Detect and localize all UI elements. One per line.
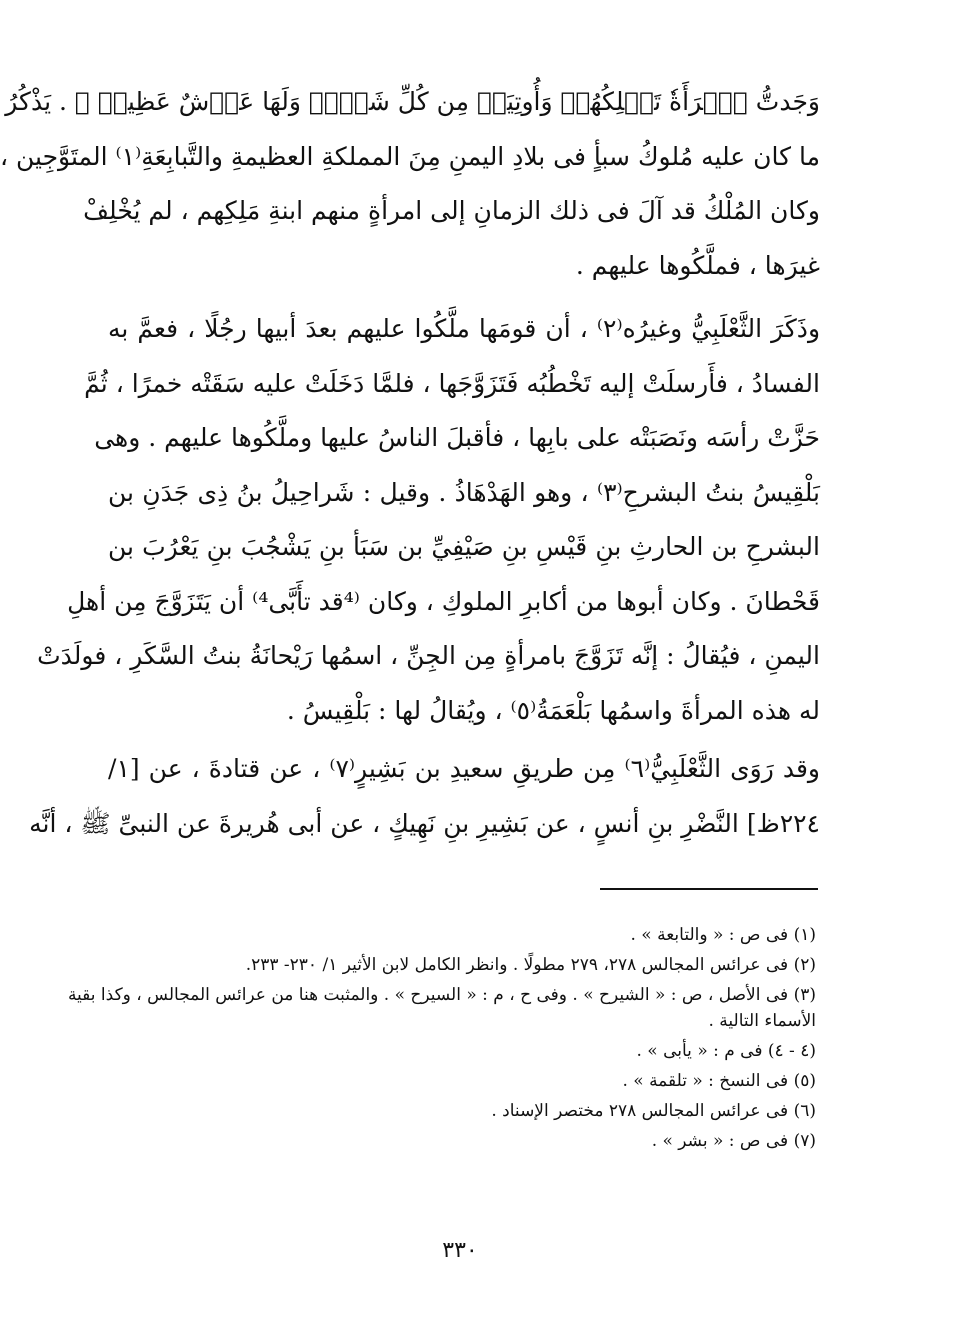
footnote-divider [600, 888, 818, 890]
text-line: الفسادُ ، فأَرسلَتْ إليه تَخْطُبُه فَتَزَوَّجَها ، فلمَّا دَخَلَتْ عليه سَقَتْه خمرًا ، ثُمَّ [84, 368, 820, 398]
paragraph-2 [37, 302, 821, 738]
text-line: وقد رَوَى الثَّعْلَبِيُّ⁽٦⁾ مِن طريقِ سعيدِ بن بَشِيرٍ⁽٧⁾ ، عن قتادةَ ، عن [١/ [108, 754, 821, 783]
footnote: (٥) فى النسخ : « تلقمة » . [622, 1071, 816, 1091]
footnote: (٢) فى عرائس المجالس ٢٧٨، ٢٧٩ مطولًا . وانظر الكامل لابن الأثير ١/ ٢٣٠- ٢٣٣. [245, 955, 816, 975]
text-line: حَزَّتْ رأسَه ونَصَبَتْه على بابِها ، فأقبلَ الناسُ عليها وملَّكُوها عليهم . وهى [94, 423, 820, 452]
text-line: اليمنِ ، فيُقالُ : إنَّه تَزَوَّجَ بامرأةٍ مِن الجِنِّ ، اسمُها رَيْحانَةُ بنتُ السَّكَرِ ، فولَدَتْ [37, 641, 820, 670]
footnote-continuation: الأسماء التالية . [708, 1011, 816, 1031]
footnotes [67, 922, 816, 1154]
text-line: البشرحِ بن الحارثِ بنِ قَيْسِ بنِ صَيْفِيِّ بن سَبَأ بنِ يَشْجُبَ بنِ يَعْرُبَ بن [108, 532, 820, 561]
page-number: ٣٣٠ [442, 1238, 478, 1263]
text-line: له هذه المرأةَ واسمُها بَلْعَمَةُ⁽٥⁾ ، ويُقالُ لها : بَلْقِيسُ . [286, 695, 820, 725]
paragraph-3 [29, 742, 821, 851]
text-line: وَجَدتُّ ٱمۡرَأَةٗ تَمۡلِكُهُمۡ وَأُوتِيَتۡ مِن كُلِّ شَيۡءٖ وَلَهَا عَرۡشٌ عَظِيمٞ ﴾ . يَذْكُرُ [5, 87, 820, 116]
footnote: (٦) فى عرائس المجالس ٢٧٨ مختصر الإسناد . [491, 1101, 816, 1121]
text-line: وذَكَرَ الثَّعْلَبِيُّ وغيرُه⁽٢⁾ ، أن قومَها ملَّكُوا عليهم بعدَ أبيها رجُلًا ، فعمَّ به [108, 314, 821, 343]
text-line: ما كان عليه مُلوكُ سبأٍ فى بلادِ اليمنِ مِنَ المملكةِ العظيمةِ والتَّبابِعَةِ⁽١⁾ المتَوَّجِين ، [0, 141, 820, 171]
text-line: ٢٢٤ظ] النَّضْرِ بنِ أنسٍ ، عن بَشِيرِ بنِ نَهِيكٍ ، عن أبى هُريرةَ عن النبىِّ ﷺ ، أنَّه [29, 808, 820, 838]
footnote: (٣) فى الأصل ، ص : « الشيرح » . وفى ح ، م : « السيرح » . والمثبت هنا من عرائس المجالس ، وكذا بقية [67, 985, 816, 1005]
text-line: بَلْقِيسُ بنتُ البشرحِ⁽٣⁾ ، وهو الهَدْهَاذُ . وقيل : شَراحِيلُ بنُ ذِى جَدَنِ بن [108, 477, 820, 507]
text-line: غيرَها ، فملَّكُوها عليهم . [575, 250, 820, 280]
text-line: قَحْطانَ . وكان أبوها من أكابرِ الملوكِ ، وكان ⁽⁴قد تأَبَّى⁴⁾ أن يَتَزَوَّجَ مِن أهلِ [67, 586, 820, 616]
text-line: وكان المُلْكُ قد آلَ فى ذلك الزمانِ إلى امرأةٍ منهم ابنةِ مَلِكِهم ، لم يُخْلِفْ [83, 196, 820, 225]
footnote: (٧) فى ص : « بشر » . [651, 1131, 816, 1151]
footnote: (٤ - ٤) فى م : « يأبى » . [636, 1041, 816, 1061]
footnote: (١) فى ص : « والتابعة » . [630, 925, 816, 945]
paragraph-1 [0, 75, 820, 293]
